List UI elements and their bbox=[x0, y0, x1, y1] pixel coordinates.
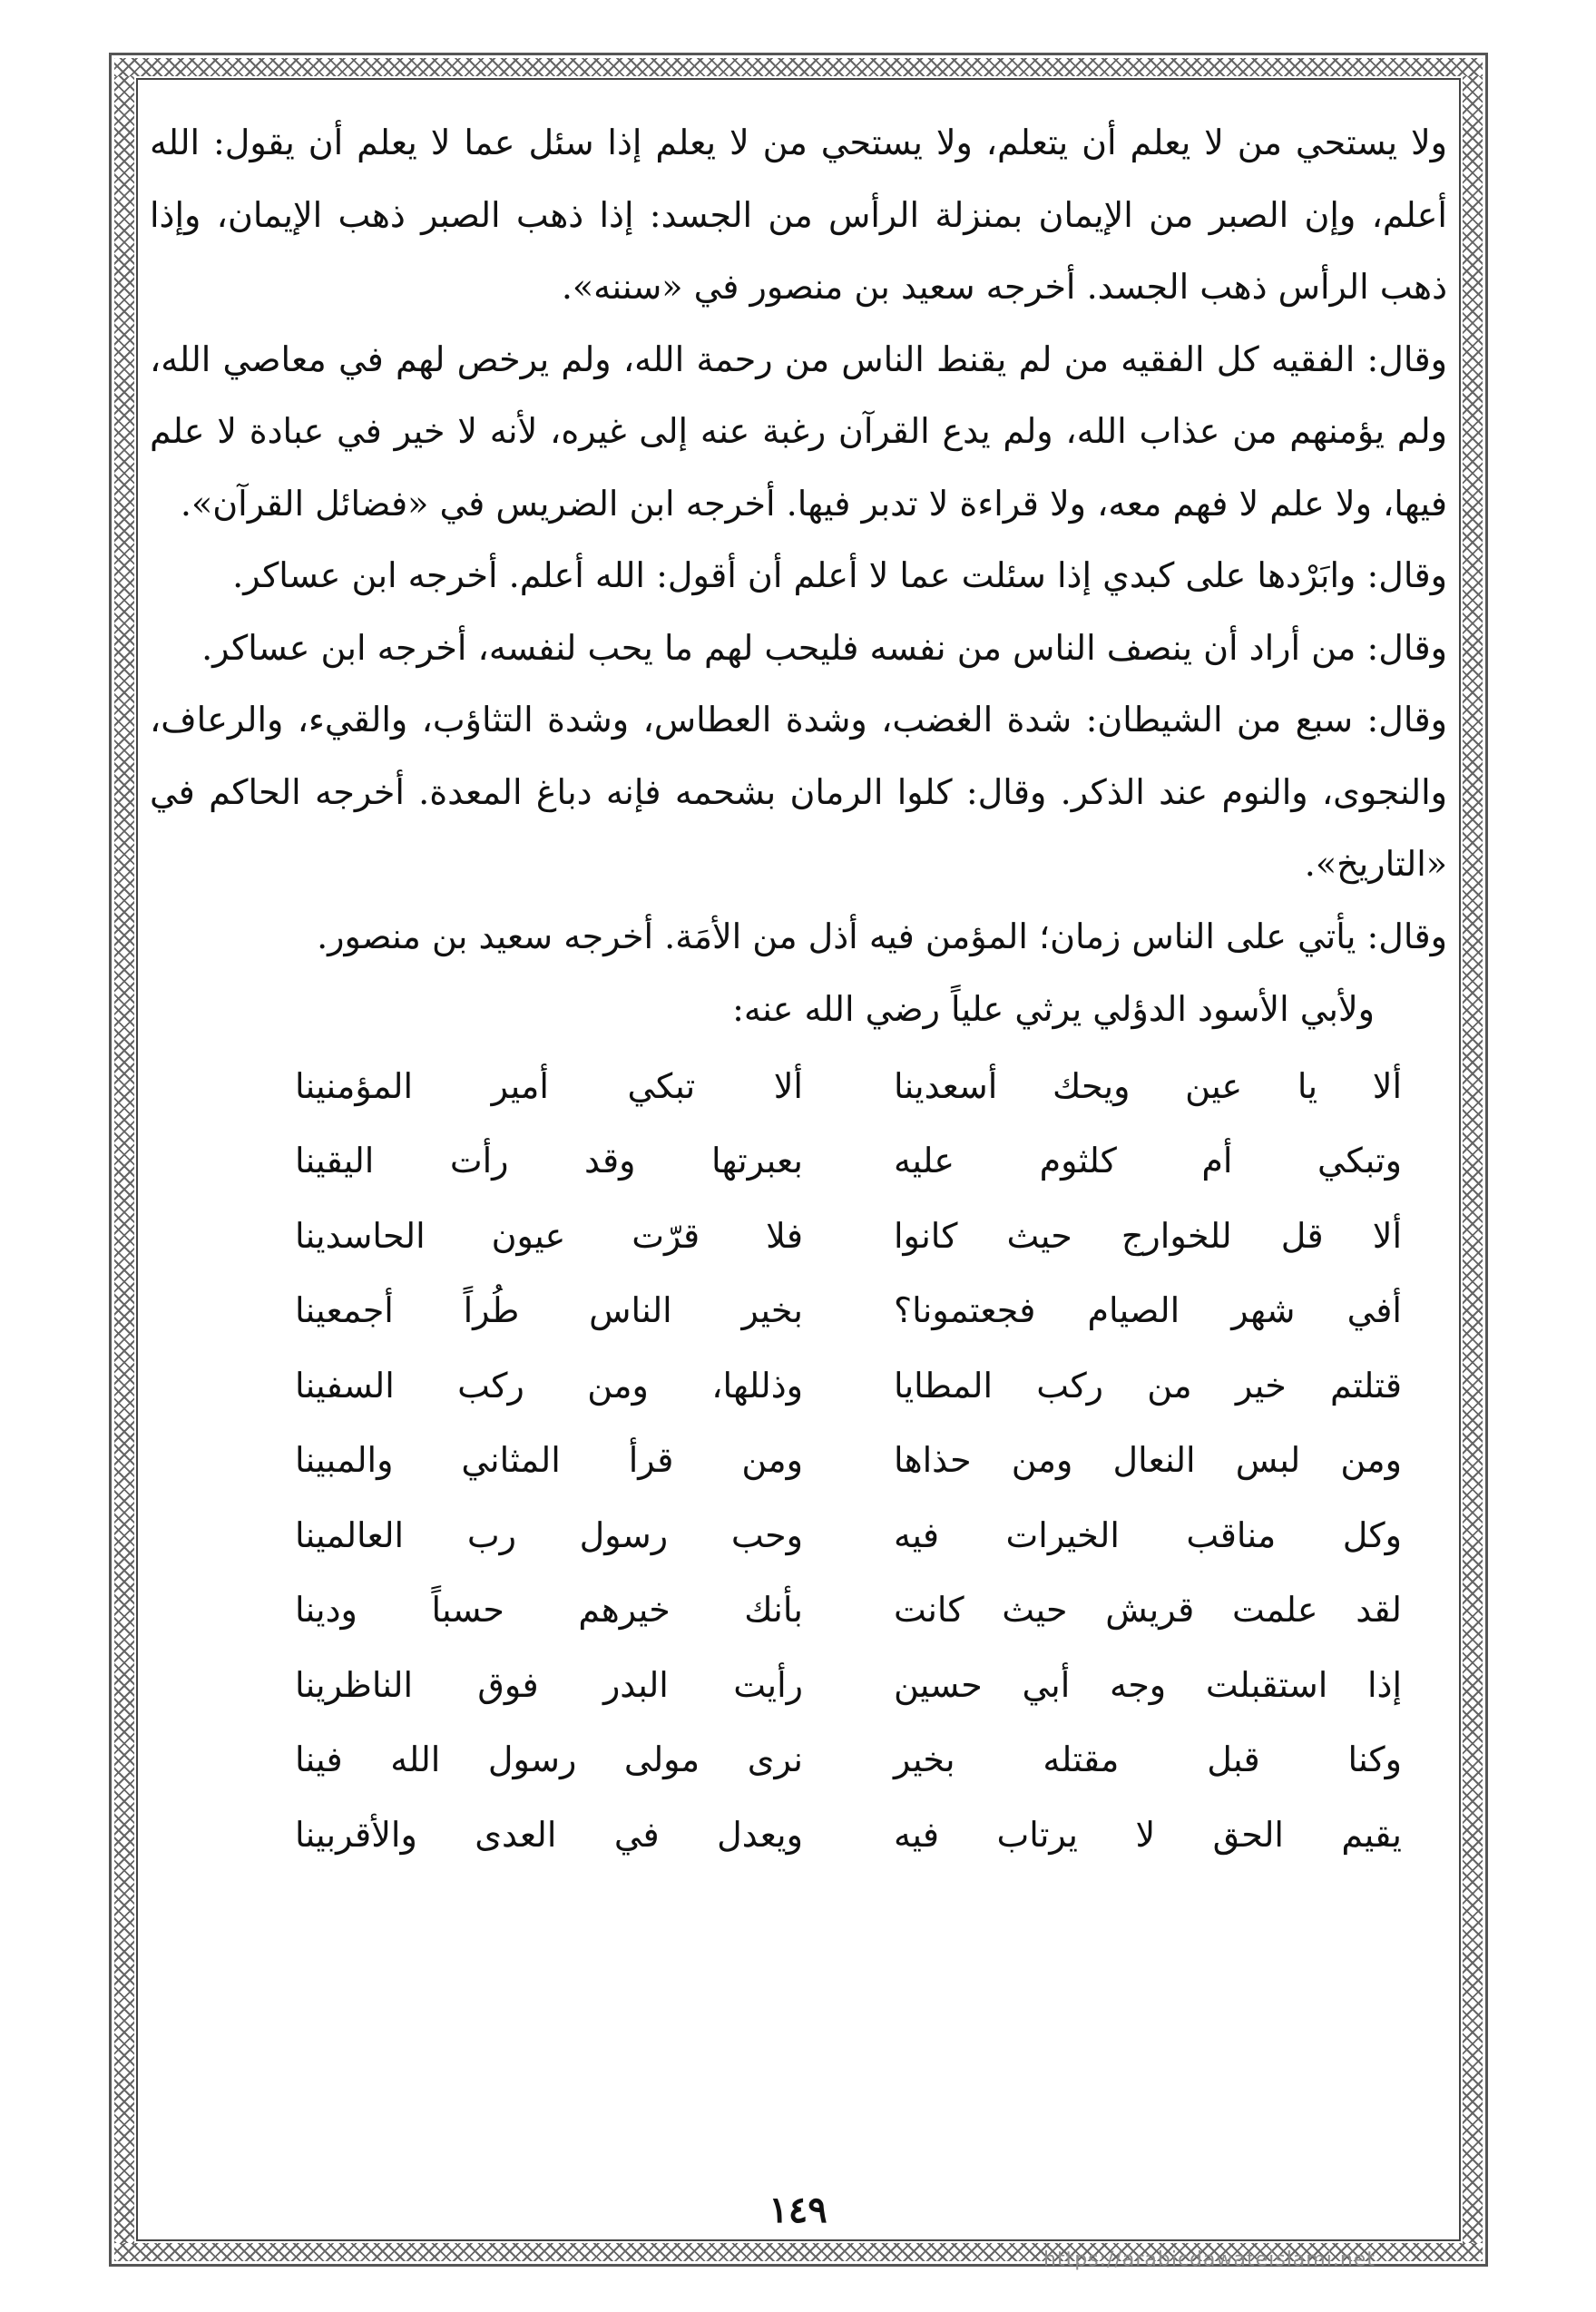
verse-row bbox=[150, 1049, 1447, 1124]
page-number: ١٤٩ bbox=[769, 2189, 827, 2231]
verse-first-hemistich: ومن لبس النعال ومن حذاها bbox=[894, 1440, 1402, 1480]
paragraph-6: وقال: يأتي على الناس زمان؛ المؤمن فيه أذل من الأمَة. أخرجه سعيد بن منصور. bbox=[317, 916, 1447, 956]
verse-first-hemistich: وتبكي أم كلثوم عليه bbox=[894, 1141, 1402, 1180]
watermark-url: https://arabicdawateislami.net bbox=[1043, 2248, 1376, 2271]
verse-second-hemistich: رأيت البدر فوق الناظرينا bbox=[295, 1664, 803, 1705]
verse-first-hemistich: أفي شهر الصيام فجعتمونا؟ bbox=[894, 1290, 1402, 1330]
verse-row bbox=[150, 1424, 1447, 1499]
verse-first-hemistich: وكنا قبل مقتله بخير bbox=[894, 1739, 1402, 1779]
paragraph-4: وقال: من أراد أن ينصف الناس من نفسه فليحب لهم ما يحب لنفسه، أخرجه ابن عساكر. bbox=[201, 627, 1447, 668]
paragraph-3: وقال: وابَرْدها على كبدي إذا سئلت عما لا أعلم أن أقول: الله أعلم. أخرجه ابن عساكر. bbox=[232, 555, 1447, 595]
verse-first-hemistich: يقيم الحق لا يرتاب فيه bbox=[894, 1814, 1402, 1855]
verse-row bbox=[150, 1124, 1447, 1200]
verse-row bbox=[150, 1348, 1447, 1424]
verse-first-hemistich: وكل مناقب الخيرات فيه bbox=[894, 1514, 1402, 1555]
verse-second-hemistich: وذللها، ومن ركب السفينا bbox=[295, 1365, 803, 1406]
page-body bbox=[150, 107, 1447, 1873]
paragraph-2: وقال: الفقيه كل الفقيه من لم يقنط الناس من رحمة الله، ولم يرخص لهم في معاصي الله، ولم يؤمنهم من عذاب الله، ولم يدع القرآن رغبة عنه إلى غيره، لأنه لا خير في عبادة لا علم فيها، ولا علم لا فهم معه، ولا قراءة لا تدبر فيها. أخرجه ابن الضريس في «فضائل القرآن». bbox=[150, 338, 1447, 524]
poem-intro: ولأبي الأسود الدؤلي يرثي علياً رضي الله عنه: bbox=[732, 989, 1375, 1029]
verse-second-hemistich: نرى مولى رسول الله فينا bbox=[295, 1739, 803, 1779]
verse-second-hemistich: فلا قرّت عيون الحاسدينا bbox=[295, 1215, 803, 1256]
verse-second-hemistich: ألا تبكي أمير المؤمنينا bbox=[295, 1065, 803, 1106]
verse-row bbox=[150, 1274, 1447, 1349]
verse-first-hemistich: لقد علمت قريش حيث كانت bbox=[894, 1590, 1402, 1630]
verse-row bbox=[150, 1199, 1447, 1274]
verse-row bbox=[150, 1648, 1447, 1723]
verse-row bbox=[150, 1723, 1447, 1798]
verse-first-hemistich: ألا يا عين ويحك أسعدينا bbox=[894, 1065, 1402, 1106]
frame-border-right bbox=[1463, 76, 1483, 2243]
verse-second-hemistich: بعبرتها وقد رأت اليقينا bbox=[295, 1141, 803, 1180]
poem bbox=[150, 1049, 1447, 1873]
frame-border-top bbox=[114, 58, 1483, 76]
verse-first-hemistich: إذا استقبلت وجه أبي حسين bbox=[894, 1664, 1402, 1705]
verse-second-hemistich: ومن قرأ المثاني والمبينا bbox=[295, 1440, 803, 1480]
paragraph-5: وقال: سبع من الشيطان: شدة الغضب، وشدة العطاس، وشدة التثاؤب، والقيء، والرعاف، والنجوى، والنوم عند الذكر. وقال: كلوا الرمان بشحمه فإنه دباغ المعدة. أخرجه الحاكم في «التاريخ». bbox=[150, 700, 1447, 884]
verse-second-hemistich: بخير الناس طُراً أجمعينا bbox=[295, 1290, 803, 1330]
verse-second-hemistich: ويعدل في العدى والأقربينا bbox=[295, 1814, 803, 1855]
verse-second-hemistich: وحب رسول رب العالمينا bbox=[295, 1514, 803, 1555]
verse-row bbox=[150, 1573, 1447, 1649]
verse-row bbox=[150, 1798, 1447, 1873]
verse-first-hemistich: قتلتم خير من ركب المطايا bbox=[894, 1365, 1402, 1406]
frame-border-left bbox=[114, 76, 134, 2243]
verse-row bbox=[150, 1498, 1447, 1573]
verse-second-hemistich: بأنك خيرهم حسباً ودينا bbox=[295, 1590, 803, 1630]
paragraph-1: ولا يستحي من لا يعلم أن يتعلم، ولا يستحي من لا يعلم إذا سئل عما لا يعلم أن يقول: الله أعلم، وإن الصبر من الإيمان بمنزلة الرأس من الجسد: إذا ذهب الصبر ذهب الإيمان، وإذا ذهب الرأس ذهب الجسد. أخرجه سعيد بن منصور في «سننه». bbox=[150, 122, 1447, 307]
verse-first-hemistich: ألا قل للخوارج حيث كانوا bbox=[894, 1215, 1402, 1256]
